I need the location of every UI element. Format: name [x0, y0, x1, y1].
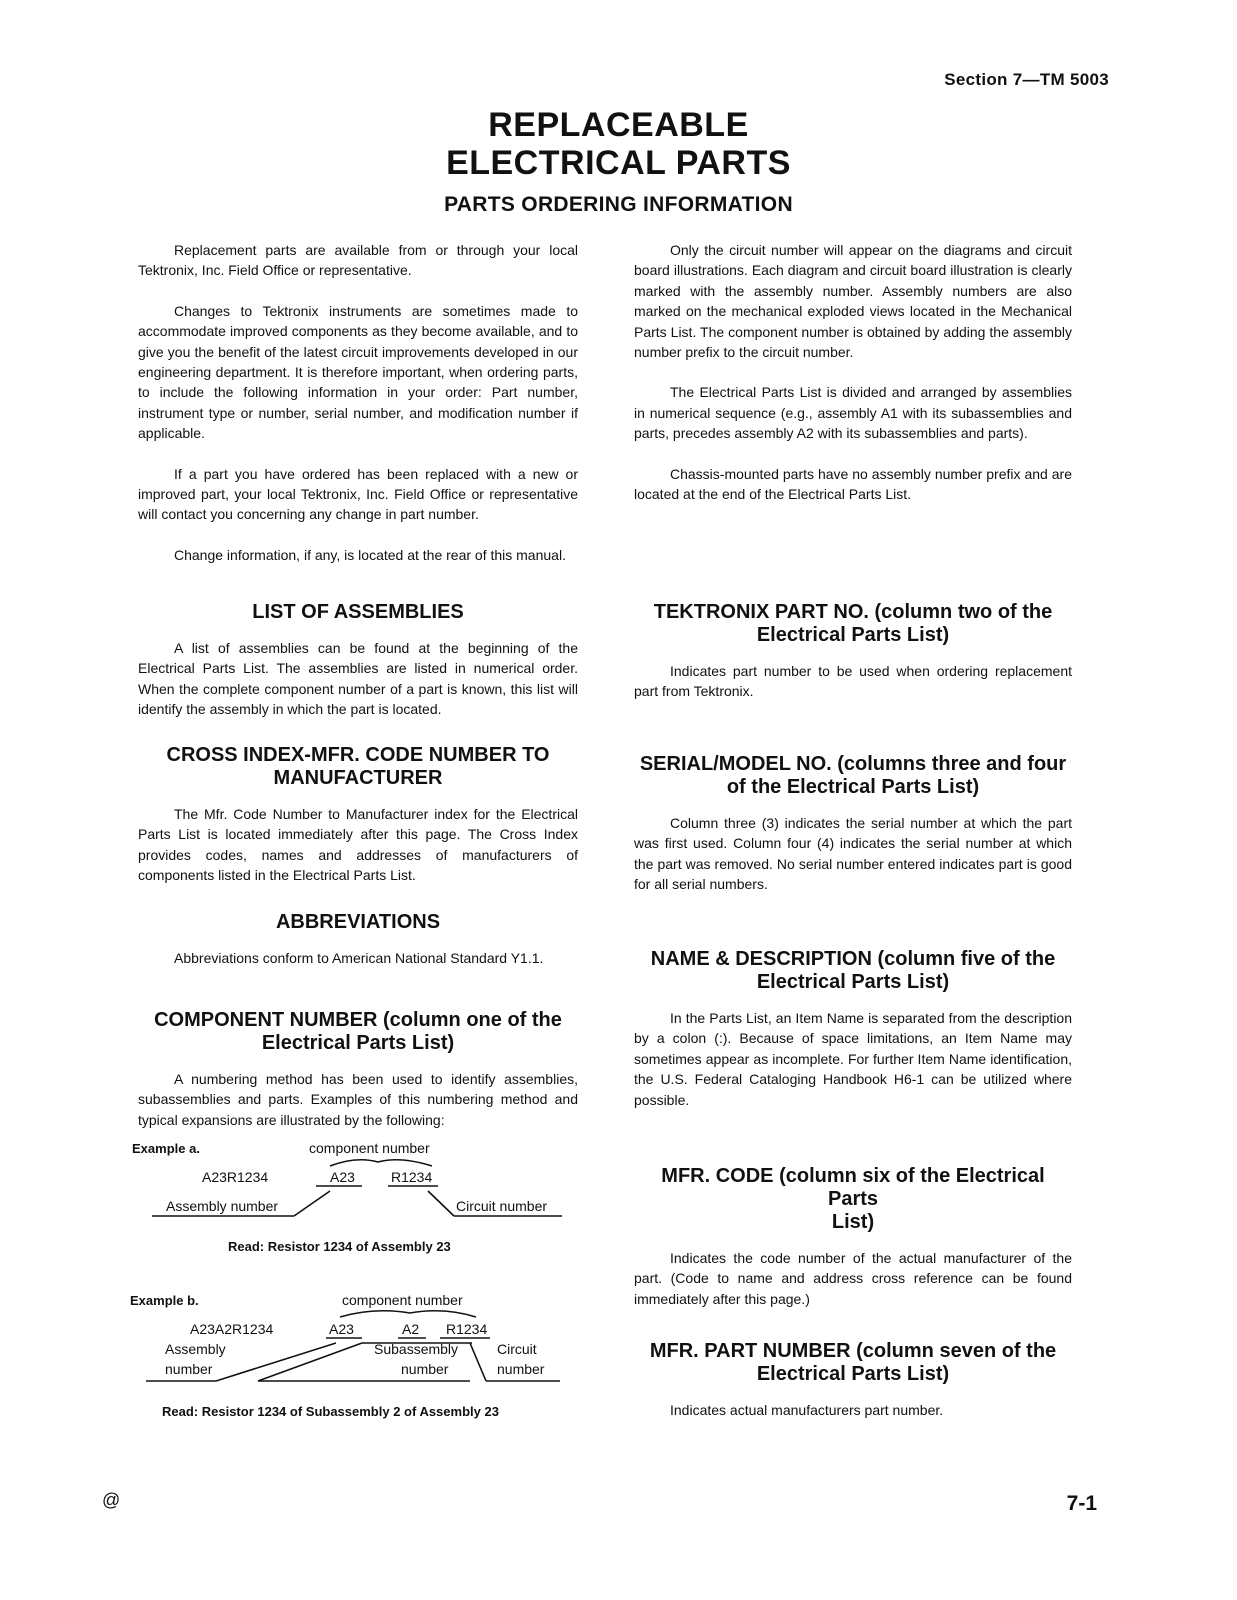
- intro-paragraph: Replacement parts are available from or through your local Tektronix, Inc. Field Office or representative.: [138, 242, 578, 279]
- footer-symbol: @: [102, 1490, 121, 1510]
- section-heading: [634, 948, 1072, 994]
- section-heading: [634, 1165, 1072, 1234]
- heading-line: NAME & DESCRIPTION (column five of the: [650, 948, 1056, 970]
- heading-line: TEKTRONIX PART NO. (column two of the: [653, 601, 1053, 623]
- assembly-number-label: Assembly number: [166, 1198, 279, 1214]
- heading-line: Electrical Parts List): [756, 1363, 950, 1385]
- title-line-2: ELECTRICAL PARTS: [446, 144, 791, 182]
- section-heading: LIST OF ASSEMBLIES: [252, 601, 464, 623]
- full-component-number: A23A2R1234: [190, 1321, 274, 1337]
- heading-line: COMPONENT NUMBER (column one of the: [154, 1009, 562, 1031]
- brace-a: [330, 1160, 432, 1166]
- section-body: A list of assemblies can be found at the beginning of the Electrical Parts List. The assemblies are listed in numerical order. When the complete component number of a part is known, this list will identify the assembly in which the part is located.: [138, 640, 578, 718]
- intro-paragraph: Chassis-mounted parts have no assembly number prefix and are located at the end of the Electrical Parts List.: [634, 465, 1072, 503]
- heading-line: SERIAL/MODEL NO. (columns three and four: [639, 753, 1067, 775]
- section-mfr-code: [634, 1165, 1072, 1309]
- assembly-label: Assembly: [165, 1341, 226, 1357]
- section-tektronix-part-no: [634, 601, 1072, 702]
- circuit-label: number: [497, 1361, 545, 1377]
- section-heading: [634, 601, 1072, 647]
- right-intro: [634, 240, 1072, 504]
- section-body: A numbering method has been used to identify assemblies, subassemblies and parts. Examples of this numbering method and typical expansions are illustrated by the following:: [138, 1071, 578, 1128]
- heading-line: Electrical Parts List): [756, 624, 950, 646]
- assembly-part: A23: [329, 1321, 354, 1337]
- section-mfr-part-number: [634, 1340, 1072, 1420]
- example-b-read: Read: Resistor 1234 of Subassembly 2 of Assembly 23: [162, 1404, 499, 1419]
- page-subtitle: PARTS ORDERING INFORMATION: [444, 193, 793, 216]
- subassembly-part: A2: [402, 1321, 420, 1337]
- assembly-leader-a: [294, 1191, 330, 1216]
- intro-paragraph: Changes to Tektronix instruments are sometimes made to accommodate improved components as they become available, and to give you the benefit of the latest circuit improvements developed in our engineering department. It is therefore important, when ordering parts, to include the following information in your order: Part number, instrument type or number, serial number, and modification number if applicable.: [138, 302, 578, 442]
- heading-line: List): [831, 1211, 875, 1233]
- example-a-label: Example a.: [132, 1141, 200, 1156]
- section-body: Indicates actual manufacturers part number.: [670, 1402, 944, 1418]
- section-heading: [634, 1340, 1072, 1386]
- circuit-leader-b: [470, 1343, 486, 1381]
- full-component-number: A23R1234: [202, 1169, 269, 1185]
- intro-paragraph: Change information, if any, is located at the rear of this manual.: [174, 546, 566, 563]
- section-name-description: [634, 948, 1072, 1110]
- subassembly-label: number: [401, 1361, 449, 1377]
- heading-line: Electrical Parts List): [756, 971, 950, 993]
- section-body: Abbreviations conform to American National Standard Y1.1.: [174, 950, 544, 966]
- intro-paragraph: The Electrical Parts List is divided and arranged by assemblies in numerical sequence (e.g., assembly A1 with its subassemblies and parts, precedes assembly A2 with its subassemblies and parts).: [634, 384, 1072, 442]
- subassembly-label: Subassembly: [374, 1341, 459, 1357]
- section-heading: ABBREVIATIONS: [275, 911, 441, 933]
- section-body: The Mfr. Code Number to Manufacturer index for the Electrical Parts List is located immediately after this page. The Cross Index provides codes, names and addresses of manufacturers of components listed in the Electrical Parts List.: [138, 806, 578, 884]
- section-body: Indicates part number to be used when ordering replacement part from Tektronix.: [634, 663, 1072, 700]
- section-heading: [634, 753, 1072, 799]
- section-body: Indicates the code number of the actual manufacturer of the part. (Code to name and address cross reference can be found immediately after this page.): [634, 1250, 1072, 1307]
- heading-line: Electrical Parts List): [261, 1032, 455, 1054]
- section-body: Column three (3) indicates the serial number at which the part was first used. Column four (4) indicates the serial number at which the part was removed. No serial number entered indicates part is good for all serial numbers.: [634, 815, 1072, 893]
- example-a-read: Read: Resistor 1234 of Assembly 23: [228, 1239, 451, 1254]
- heading-line: CROSS INDEX-MFR. CODE NUMBER TO: [166, 744, 550, 766]
- circuit-part: R1234: [391, 1169, 433, 1185]
- circuit-part: R1234: [446, 1321, 488, 1337]
- assembly-part: A23: [330, 1169, 355, 1185]
- assembly-label: number: [165, 1361, 213, 1377]
- section-serial-model-no: [634, 753, 1072, 895]
- intro-paragraph: If a part you have ordered has been replaced with a new or improved part, your local Tektronix, Inc. Field Office or representative will contact you concerning any change in part number.: [138, 465, 578, 523]
- circuit-leader-a: [428, 1191, 454, 1216]
- section-header: Section 7—TM 5003: [944, 70, 1109, 89]
- component-number-label: component number: [309, 1140, 430, 1156]
- assembly-leader-b: [216, 1343, 336, 1381]
- heading-line: MFR. CODE (column six of the Electrical Parts: [661, 1165, 1045, 1210]
- circuit-number-label: Circuit number: [456, 1198, 548, 1214]
- intro-paragraph: Only the circuit number will appear on the diagrams and circuit board illustrations. Each diagram and circuit board illustration is clearly marked with the assembly number. Assembly numbers are also marked on the mechanical exploded views located in the Mechanical Parts List. The component number is obtained by adding the assembly number prefix to the circuit number.: [634, 242, 1072, 361]
- title-line-1: REPLACEABLE: [488, 106, 749, 144]
- heading-line: of the Electrical Parts List): [726, 776, 980, 798]
- example-b-label: Example b.: [130, 1293, 199, 1308]
- page-number: 7-1: [1066, 1492, 1097, 1515]
- section-body: In the Parts List, an Item Name is separated from the description by a colon (:). Because of space limitations, an Item Name may sometimes appear as incomplete. For further Item Name identification, the U.S. Federal Cataloging Handbook H6-1 can be utilized where possible.: [634, 1010, 1072, 1108]
- heading-line: MANUFACTURER: [273, 767, 443, 789]
- component-number-label: component number: [342, 1292, 463, 1308]
- brace-b: [340, 1311, 476, 1317]
- heading-line: MFR. PART NUMBER (column seven of the: [649, 1340, 1057, 1362]
- circuit-label: Circuit: [497, 1341, 537, 1357]
